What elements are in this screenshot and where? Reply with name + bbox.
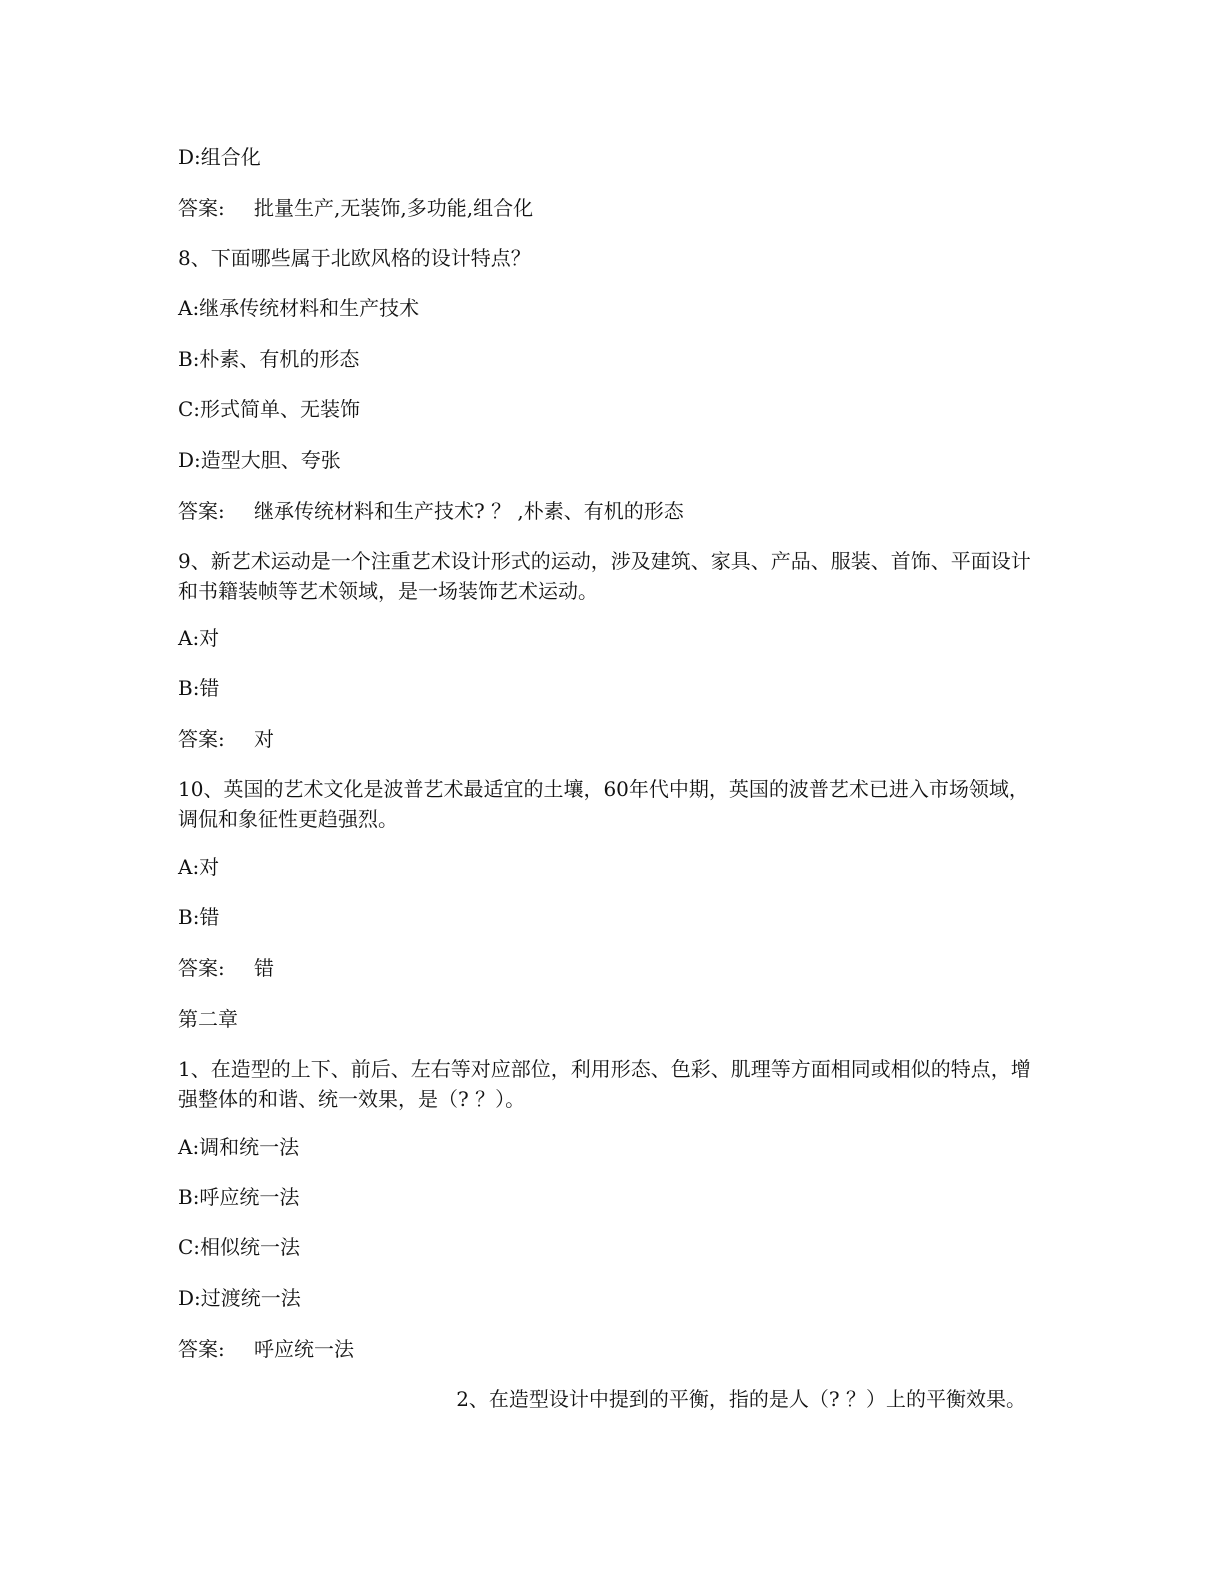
answer-label: 答案:: [178, 956, 225, 980]
answer-value: 继承传统材料和生产技术? ？ ,朴素、有机的形态: [254, 499, 684, 523]
answer-label: 答案:: [178, 727, 225, 751]
answer-label: 答案:: [178, 499, 225, 523]
option-a: A:调和统一法: [178, 1135, 300, 1159]
answer-value: 错: [254, 956, 274, 980]
question-1: 1、在造型的上下、前后、左右等对应部位，利用形态、色彩、肌理等方面相同或相似的特点，增强整体的和谐、统一效果，是（? ？）。: [178, 1057, 1031, 1111]
option-a: A:继承传统材料和生产技术: [178, 296, 420, 320]
option-b: B:错: [178, 905, 220, 929]
question-2: 2、在造型设计中提到的平衡，指的是人（? ？）上的平衡效果。: [456, 1387, 1026, 1411]
option-c: C:相似统一法: [178, 1235, 301, 1259]
answer-line: [178, 953, 1038, 983]
option-b: B:错: [178, 676, 220, 700]
option-d: D:过渡统一法: [178, 1286, 301, 1310]
option-a: A:对: [178, 626, 220, 650]
answer-line: [178, 496, 1038, 526]
option-b: B:朴素、有机的形态: [178, 347, 360, 371]
option-a: A:对: [178, 855, 220, 879]
question-9: 9、新艺术运动是一个注重艺术设计形式的运动，涉及建筑、家具、产品、服装、首饰、平面设计和书籍装帧等艺术领域，是一场装饰艺术运动。: [178, 549, 1031, 603]
question-10: 10、英国的艺术文化是波普艺术最适宜的土壤，60年代中期，英国的波普艺术已进入市场领域，调侃和象征性更趋强烈。: [178, 777, 1029, 831]
question-8: 8、下面哪些属于北欧风格的设计特点？: [178, 246, 531, 270]
option-d: D:组合化: [178, 145, 261, 169]
answer-value: 对: [254, 727, 274, 751]
answer-value: 呼应统一法: [254, 1337, 354, 1361]
answer-line: [178, 724, 1038, 754]
option-b: B:呼应统一法: [178, 1185, 300, 1209]
option-d: D:造型大胆、夸张: [178, 448, 341, 472]
answer-line: [178, 1334, 1038, 1364]
option-c: C:形式简单、无装饰: [178, 397, 361, 421]
answer-label: 答案:: [178, 1337, 225, 1361]
answer-line: [178, 193, 1038, 223]
answer-value: 批量生产,无装饰,多功能,组合化: [254, 196, 534, 220]
answer-label: 答案:: [178, 196, 225, 220]
chapter-heading: 第二章: [178, 1007, 238, 1031]
